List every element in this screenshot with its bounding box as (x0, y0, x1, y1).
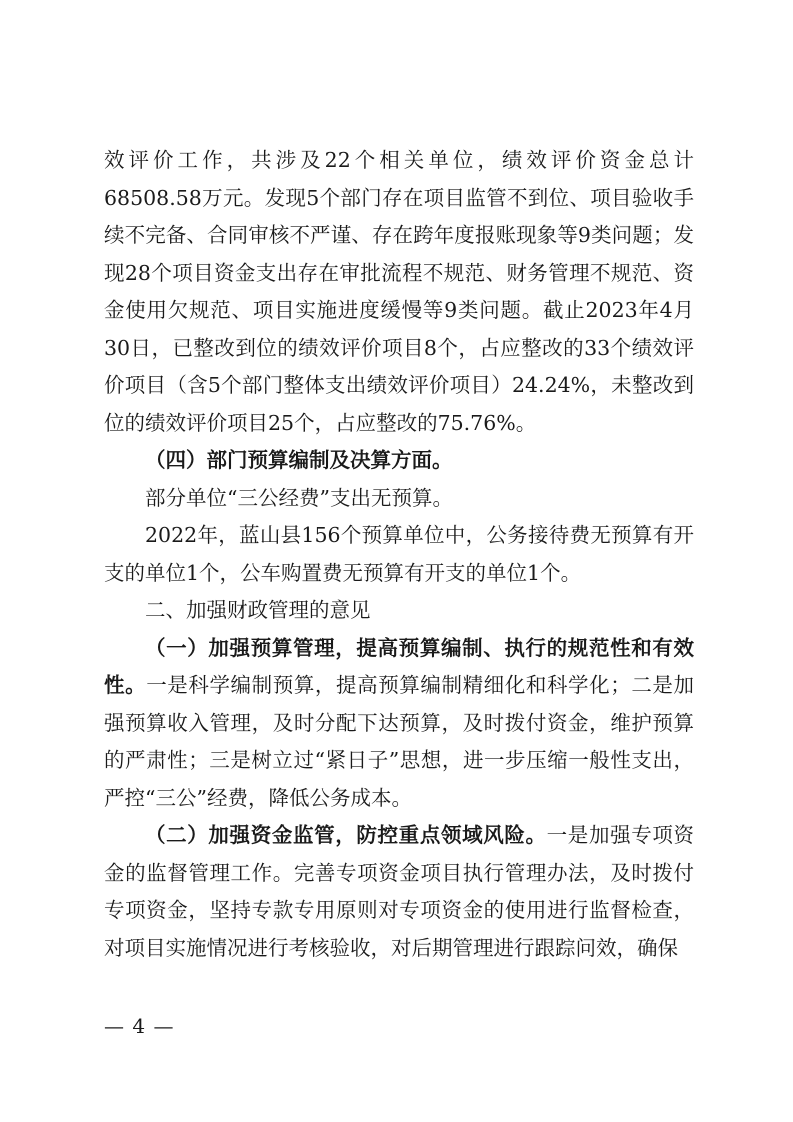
body-text (104, 142, 694, 967)
fund-supervision-text: 一是加强专项资金的监督管理工作。完善专项资金项目执行管理办法，及时拨付专项资金，坚持专款专用原则对专项资金的使用进行监督检查，对项目实施情况进行考核验收，对后期管理进行跟踪问效，确保 (104, 823, 695, 960)
budget-management-text: 一是科学编制预算，提高预算编制精细化和科学化；二是加强预算收入管理，及时分配下达预算，及时拨付资金，维护预算的严肃性；三是树立过“紧日子”思想，进一步压缩一般性支出，严控“三公”经费，降低公务成本。 (104, 673, 695, 810)
paragraph-fund-supervision (104, 817, 694, 967)
paragraph-performance-evaluation: 效评价工作，共涉及22个相关单位，绩效评价资金总计68508.58万元。发现5个部门存在项目监管不到位、项目验收手续不完备、合同审核不严谨、存在跨年度报账现象等9类问题；发现28个项目资金支出存在审批流程不规范、财务管理不规范、资金使用欠规范、项目实施进度缓慢等9类问题。截止2023年4月30日，已整改到位的绩效评价项目8个，占应整改的33个绩效评价项目（含5个部门整体支出绩效评价项目）24.24%，未整改到位的绩效评价项目25个，占应整改的75.76%。 (104, 148, 694, 435)
paragraph-budget-management (104, 630, 694, 818)
section-heading-opinions: 二、加强财政管理的意见 (145, 598, 371, 622)
subheading-budget-management: （一）加强预算管理，提高预算编制、执行的规范性和有效性。 (104, 635, 694, 697)
page-number: — 4 — (104, 1014, 175, 1038)
paragraph-three-public-funds: 部分单位“三公经费”支出无预算。 (145, 485, 453, 510)
paragraph-budget-units: 2022年，蓝山县156个预算单位中，公务接待费无预算有开支的单位1个，公车购置费无预算有开支的单位1个。 (104, 523, 694, 585)
subheading-fund-supervision: （二）加强资金监管，防控重点领域风险。 (145, 823, 547, 847)
heading-department-budget: （四）部门预算编制及决算方面。 (145, 448, 453, 472)
